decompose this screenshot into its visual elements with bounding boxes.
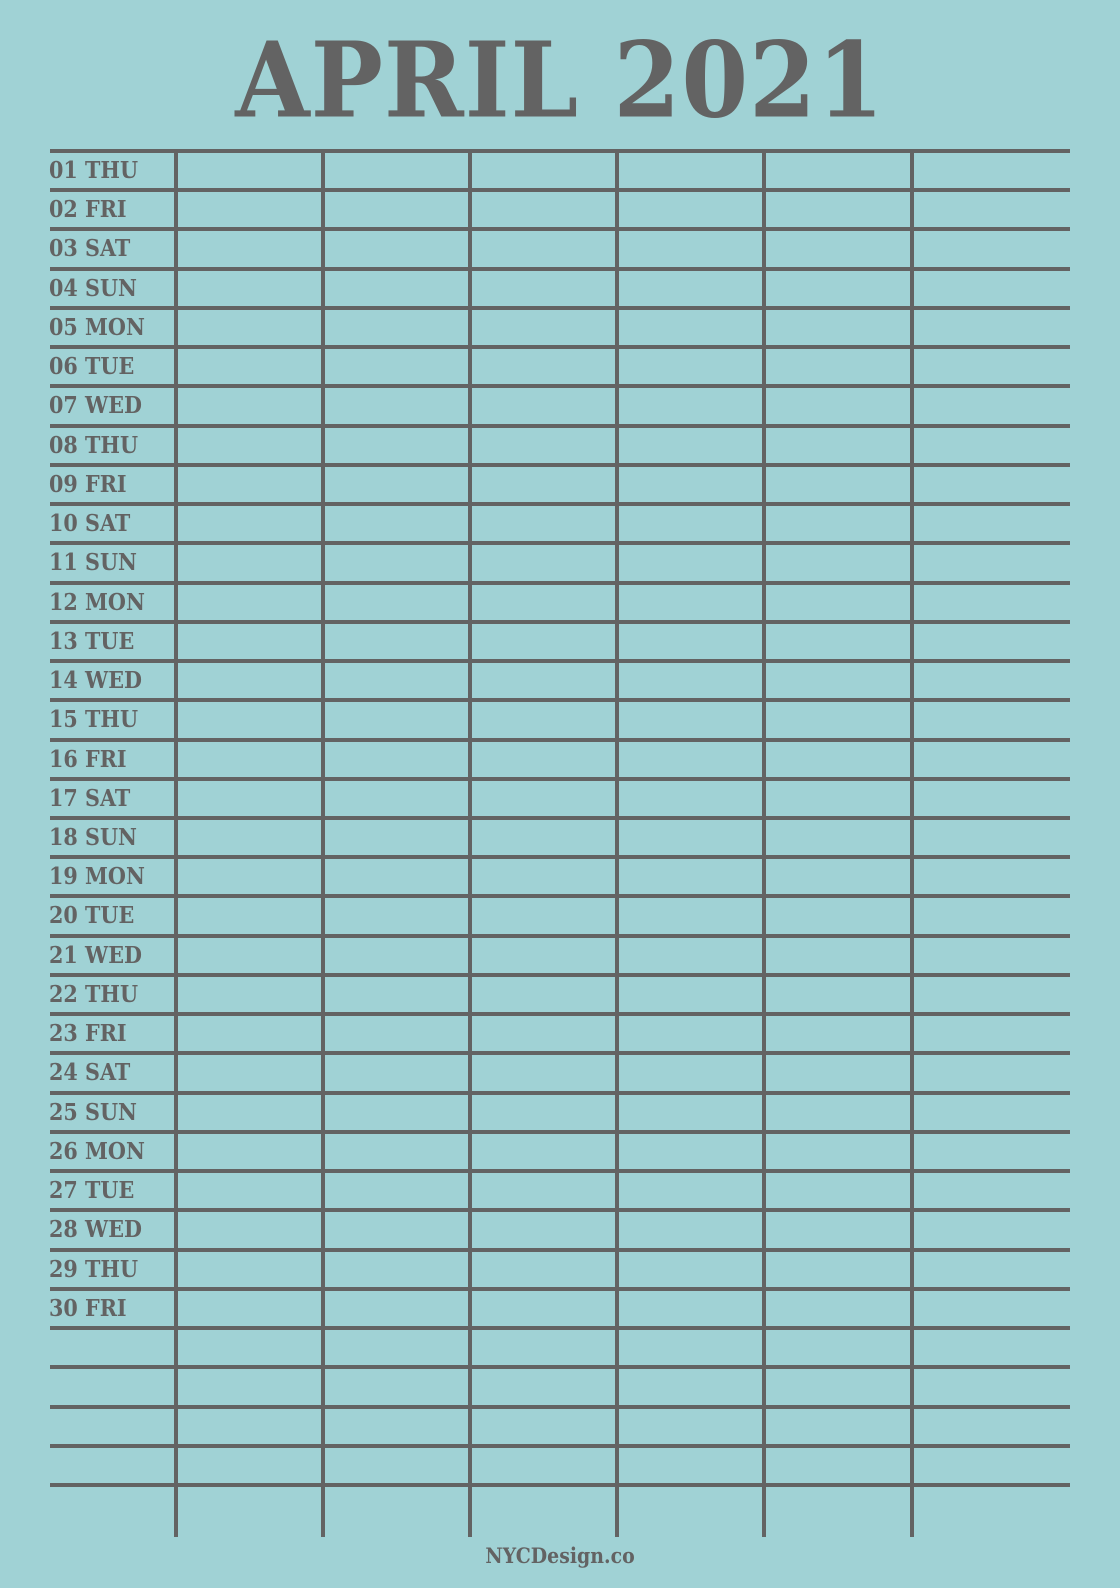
day-label: 08 THU: [49, 431, 139, 459]
day-label: 10 SAT: [49, 510, 131, 538]
row-divider: [50, 1287, 1070, 1291]
row-divider: [50, 384, 1070, 388]
row-divider: [50, 973, 1070, 977]
day-label: 23 FRI: [49, 1020, 127, 1048]
row-divider: [50, 1365, 1070, 1369]
row-divider: [50, 1483, 1070, 1487]
day-label: 20 TUE: [49, 902, 135, 930]
day-label: 24 SAT: [49, 1059, 131, 1087]
row-divider: [50, 659, 1070, 663]
row-divider: [50, 738, 1070, 742]
day-label: 17 SAT: [49, 784, 131, 812]
row-divider: [50, 777, 1070, 781]
day-label: 14 WED: [49, 667, 142, 695]
day-label: 25 SUN: [49, 1098, 137, 1126]
row-divider: [50, 541, 1070, 545]
day-label: 11 SUN: [49, 549, 137, 577]
day-label: 26 MON: [49, 1137, 145, 1165]
day-label: 02 FRI: [49, 196, 127, 224]
day-label: 19 MON: [49, 863, 145, 891]
day-label: 01 THU: [49, 157, 139, 184]
row-divider: [50, 855, 1070, 859]
column-divider: [468, 151, 472, 1537]
day-label: 12 MON: [49, 588, 145, 616]
row-divider: [50, 463, 1070, 467]
day-label: 21 WED: [49, 941, 142, 969]
row-divider: [50, 1208, 1070, 1212]
day-label: 06 TUE: [49, 353, 135, 381]
day-label: 30 FRI: [49, 1294, 127, 1322]
column-divider: [910, 151, 914, 1537]
row-divider: [50, 1130, 1070, 1134]
day-label: 28 WED: [49, 1216, 142, 1244]
column-divider: [174, 151, 178, 1537]
row-divider: [50, 267, 1070, 271]
day-label: 22 THU: [49, 980, 139, 1008]
column-divider: [762, 151, 766, 1537]
row-divider: [50, 188, 1070, 192]
row-divider: [50, 1091, 1070, 1095]
row-divider: [50, 1169, 1070, 1173]
row-divider: [50, 1405, 1070, 1409]
row-divider: [50, 816, 1070, 820]
row-divider: [50, 581, 1070, 585]
row-divider: [50, 698, 1070, 702]
calendar-title: APRIL 2021: [235, 19, 885, 142]
row-divider: [50, 620, 1070, 624]
day-label: 27 TUE: [49, 1177, 135, 1205]
row-divider: [50, 345, 1070, 349]
row-divider: [50, 934, 1070, 938]
day-label: 03 SAT: [49, 235, 131, 263]
column-divider: [321, 151, 325, 1537]
day-label: 05 MON: [49, 313, 145, 341]
footer-credit: NYCDesign.co: [485, 1543, 635, 1568]
day-label: 15 THU: [49, 706, 139, 734]
row-divider: [50, 1012, 1070, 1016]
row-divider: [50, 502, 1070, 506]
day-label: 29 THU: [49, 1255, 139, 1283]
row-divider: [50, 424, 1070, 428]
day-label: 04 SUN: [49, 274, 137, 302]
day-label: 13 TUE: [49, 627, 135, 655]
row-divider: [50, 227, 1070, 231]
row-divider: [50, 306, 1070, 310]
day-label: 16 FRI: [49, 745, 127, 773]
day-label: 07 WED: [49, 392, 142, 420]
day-label: 18 SUN: [49, 824, 137, 851]
row-divider: [50, 1248, 1070, 1252]
row-divider: [50, 1326, 1070, 1330]
column-divider: [615, 151, 619, 1537]
row-divider: [50, 1051, 1070, 1055]
row-divider: [50, 1444, 1070, 1448]
day-label: 09 FRI: [49, 470, 127, 498]
row-divider: [50, 149, 1070, 153]
row-divider: [50, 894, 1070, 898]
